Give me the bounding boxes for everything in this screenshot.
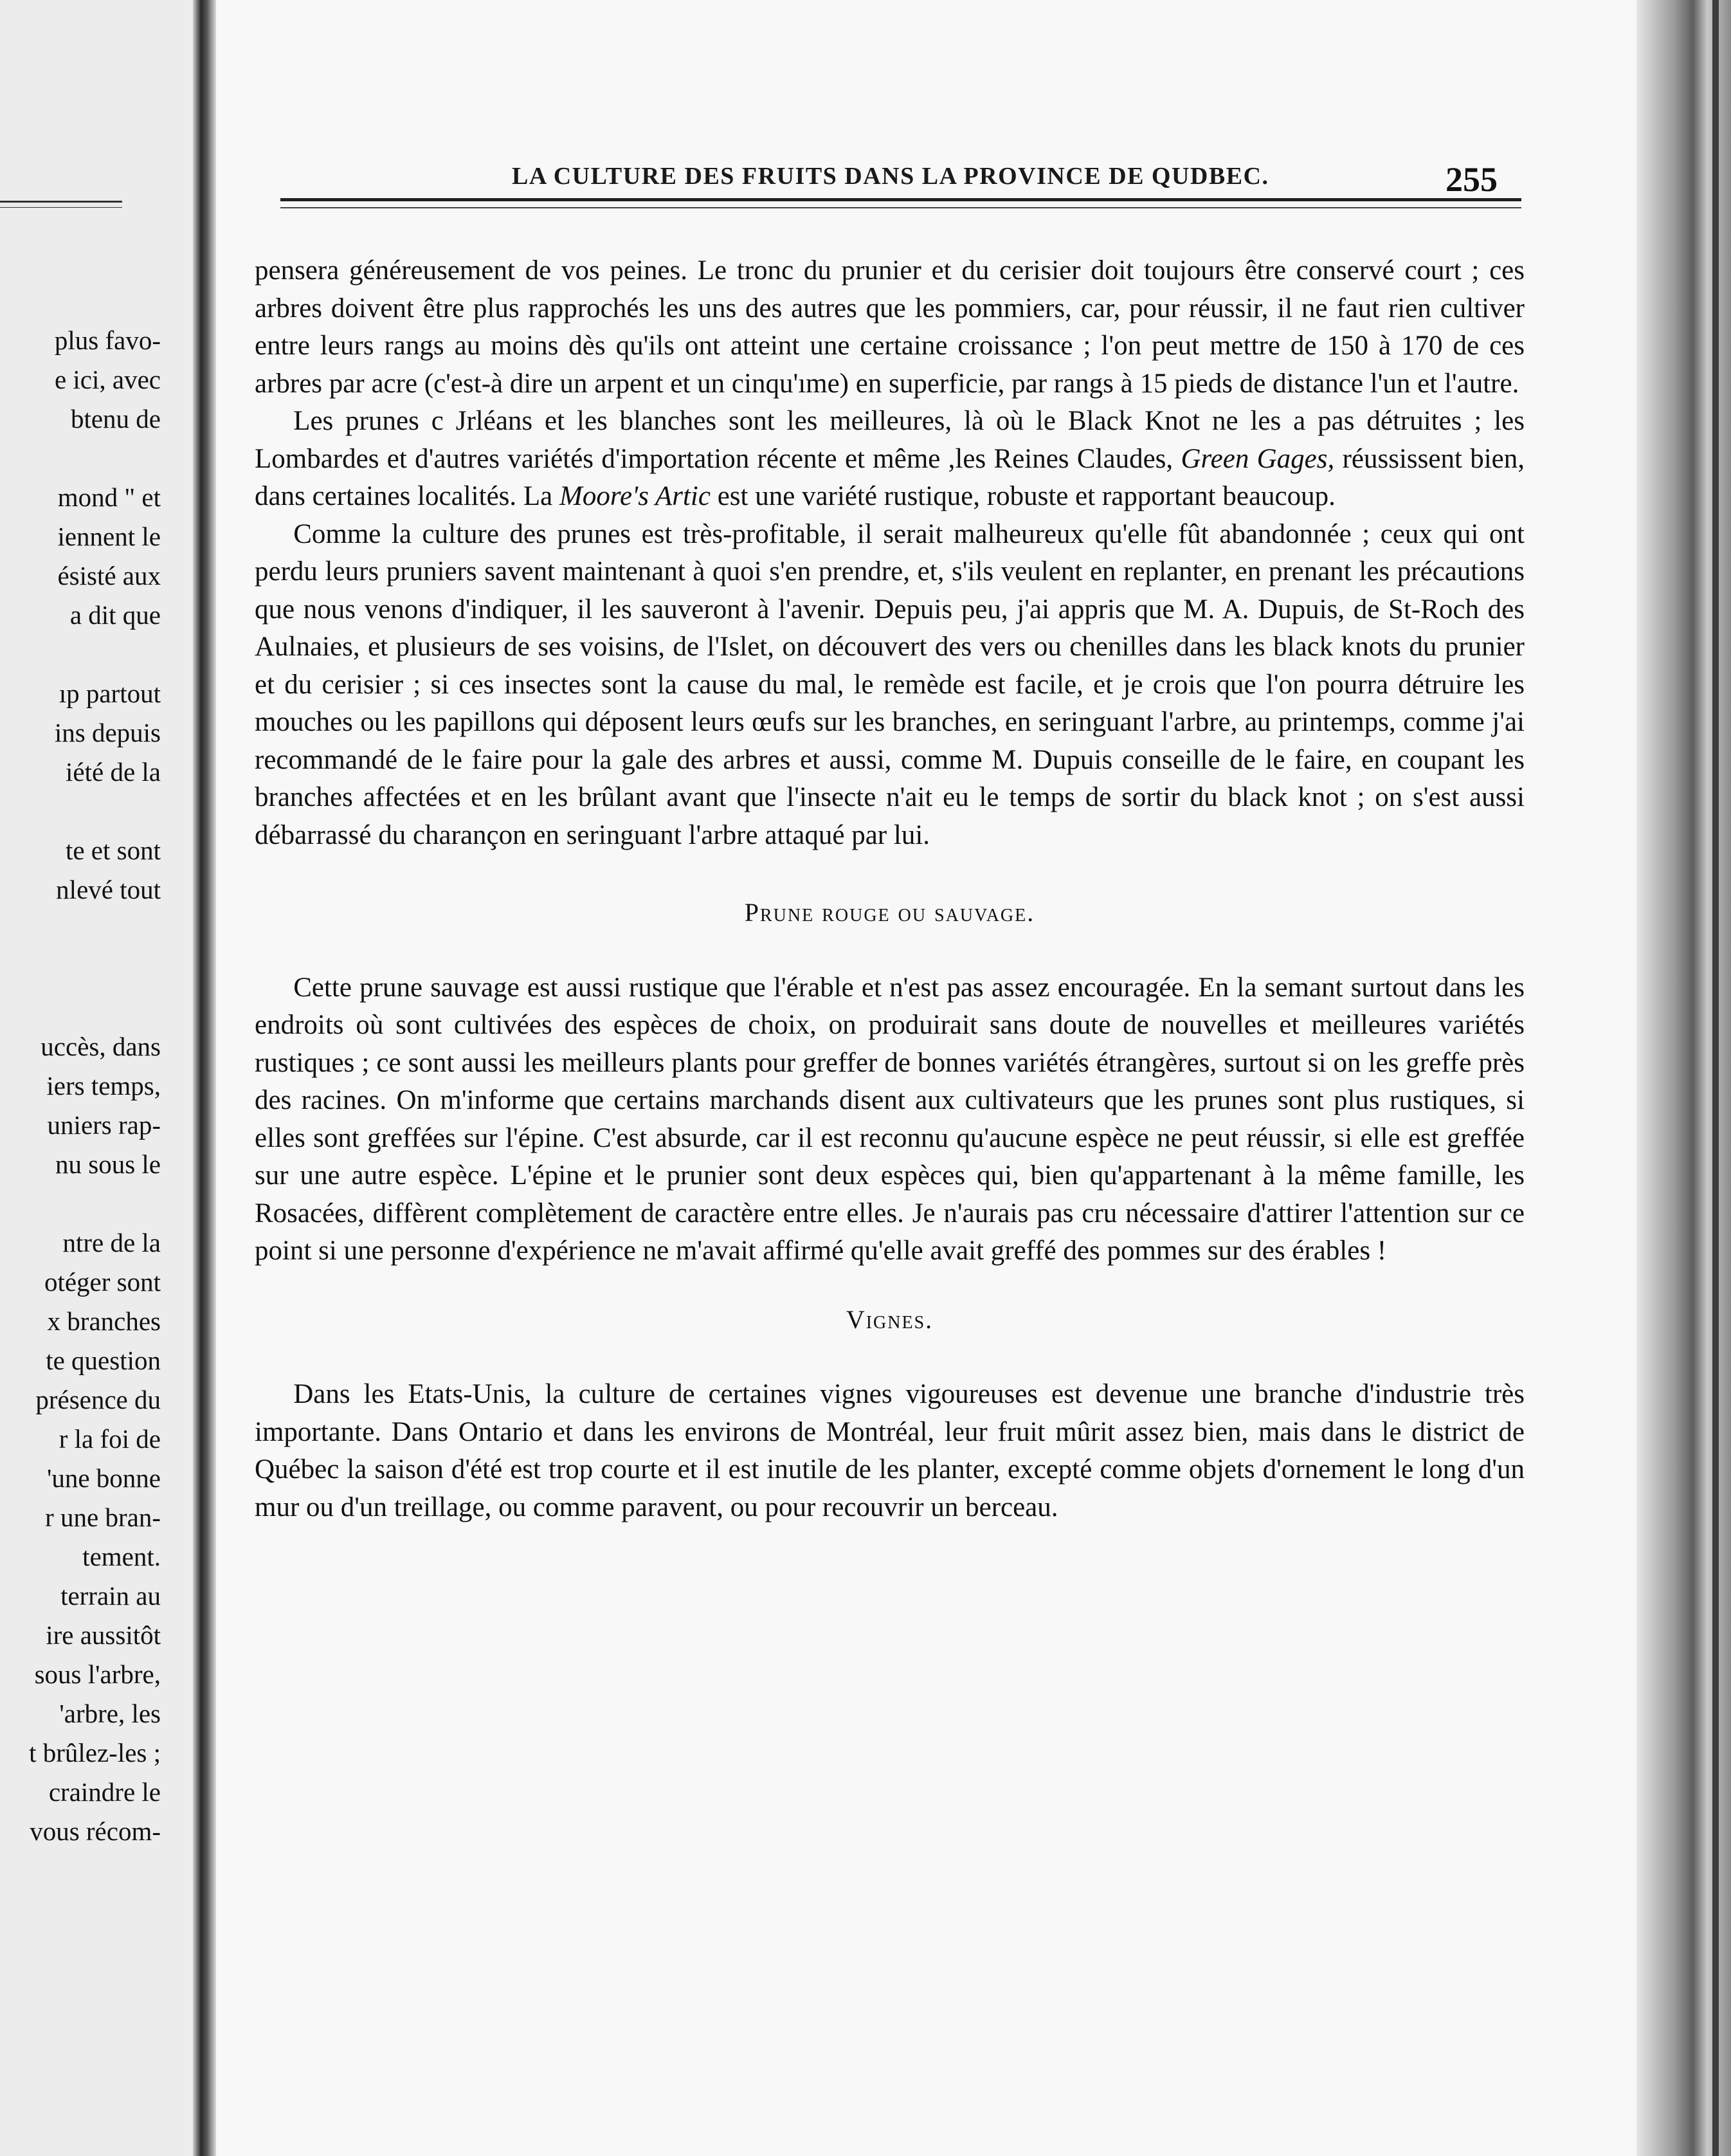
left-page-fragment: a dit que [69, 600, 161, 630]
left-page-fragment: présence du [35, 1385, 161, 1414]
left-page-fragment: te question [46, 1346, 161, 1375]
book-page [216, 0, 1636, 2156]
left-page-fragment: nlevé tout [56, 875, 161, 904]
left-page-fragment: tement. [82, 1542, 161, 1571]
section-heading-vignes: Vignes. [846, 1304, 934, 1334]
left-page-rule [0, 201, 122, 203]
left-page-fragment: x branches [47, 1306, 161, 1336]
left-page-fragment: 'une bonne [46, 1463, 161, 1493]
left-page-fragment: craindre le [48, 1777, 161, 1807]
paragraph-prune-sauvage: Cette prune sauvage est aussi rustique que l'érable et n'est pas assez encouragée. En la semant surtout dans les endroits où sont cultivées des espèces de choix, on produirait sans doute de nouvelles et meilleures variétés rustiques ; ce sont aussi les meilleurs plants pour greffer de bonnes variétés étrangères, surtout si on les greffe près des racines. On m'informe que certains marchands disent aux cultivateurs que les prunes sont plus rustiques, si elles sont greffées sur l'épine. C'est absurde, car il est reconnu qu'aucune espèce ne peut réussir, si elle est greffée sur une autre espèce. L'épine et le prunier sont deux espèces qui, bien qu'appartenant à la même famille, les Rosacées, diffèrent complètement de caractère entre elles. Je n'aurais pas cru nécessaire d'attirer l'attention sur ce point si une personne d'expérience ne m'avait affirmé qu'elle avait greffé des pommes sur des érables ! [255, 972, 1525, 1266]
left-page-fragment: e ici, avec [54, 365, 161, 394]
paragraph-vignes: Dans les Etats-Unis, la culture de certaines vignes vigoureuses est devenue une branche d'industrie très importante. Dans Ontario et dans les environs de Montréal, leur fruit mûrit assez bien, mais dans le district de Québec la saison d'été est trop courte et il est inutile de les planter, excepté comme objets d'ornement le long d'un mur ou d'un treillage, ou comme paravent, ou pour recouvrir un berceau. [255, 1379, 1525, 1522]
left-page-fragment: nu sous le [55, 1149, 161, 1179]
italic-variety-name: Moore's Artic [559, 481, 711, 511]
paragraph-text: Les prunes c Jrléans et les blanches sont les meilleures, là où le Black Knot ne les a pas détruites ; les Lombardes et d'autres variétés d'importation récente et même ,les Reines Claudes, [255, 406, 1525, 474]
left-page-fragment: ntre de la [62, 1228, 161, 1257]
paragraph-black-knot: Comme la culture des prunes est très-profitable, il serait malheureux qu'elle fût abandonnée ; ceux qui ont perdu leurs pruniers savent maintenant à quoi s'en prendre, et, s'ils veulent en replanter, en prenant les précautions que nous venons d'indiquer, il les sauveront à l'avenir. Depuis peu, j'ai appris que M. A. Dupuis, de St-Roch des Aulnaies, et plusieurs de ses voisins, de l'Islet, on découvert des vers ou chenilles dans les black knots du prunier et du cerisier ; si ces insectes sont la cause du mal, le remède est facile, et je crois que l'on pourra détruire les mouches ou les papillons qui déposent leurs œufs sur les branches, en seringuant l'arbre, au printemps, comme j'ai recommandé de le faire pour la gale des arbres et aussi, comme M. Dupuis conseille de le faire, en coupant les branches affectées et en les brûlant avant que l'insecte n'ait eu le temps de sortir du black knot ; on s'est aussi débarrassé du charançon en seringuant l'arbre attaqué par lui. [255, 518, 1525, 850]
left-page-fragment: te et sont [65, 836, 161, 865]
italic-variety-name: Green Gages, [1181, 443, 1335, 474]
left-page-fragment: iers temps, [46, 1071, 161, 1101]
left-page-fragment: 'arbre, les [59, 1699, 161, 1728]
left-page-fragment: iennent le [57, 522, 161, 551]
left-page-fragment: ıp partout [59, 679, 161, 708]
section-heading-prune-rouge: Prune rouge ou sauvage. [744, 898, 1035, 927]
left-page-rule-thin [0, 207, 122, 208]
page-edge-right [1636, 0, 1731, 2156]
left-page-fragment: iété de la [66, 757, 161, 787]
left-page-fragment: vous récom- [30, 1816, 161, 1846]
left-page-fragment: ésisté aux [57, 561, 161, 590]
left-page-fragment: r la foi de [59, 1424, 161, 1454]
paragraph-text: est une variété rustique, robuste et rapportant beaucoup. [717, 481, 1336, 511]
left-page-fragment: sous l'arbre, [34, 1659, 161, 1689]
left-page-fragment: terrain au [60, 1581, 161, 1611]
left-page-fragment: btenu de [70, 404, 161, 434]
running-title: LA CULTURE DES FRUITS DANS LA PROVINCE DE QUDBEC. [512, 163, 1269, 190]
page-number: 255 [1446, 160, 1498, 199]
book-gutter [193, 0, 216, 2156]
header-rule-thick [280, 198, 1521, 201]
paragraph-continued: pensera généreusement de vos peines. Le tronc du prunier et du cerisier doit toujours être conservé court ; ces arbres doivent être plus rapprochés les uns des autres que les pommiers, car, pour réussir, il ne faut rien cultiver entre leurs rangs au moins dès qu'ils ont atteint une certaine croissance ; l'on peut mettre de 150 à 170 de ces arbres par acre (c'est-à dire un arpent et un cinqu'ıme) en superficie, par rangs à 15 pieds de distance l'un et l'autre. [255, 255, 1525, 399]
left-page-fragment: mond " et [57, 482, 161, 512]
left-page-fragment: t brûlez-les ; [29, 1738, 161, 1768]
page-body [255, 252, 1525, 1526]
left-page-fragment: ire aussitôt [46, 1620, 161, 1650]
page-edge-strip [1712, 0, 1719, 2156]
left-page-fragment: ins depuis [54, 718, 161, 747]
left-page-fragment: otéger sont [44, 1267, 161, 1297]
paragraph-text: réussissent bien, dans certaines localités. La [255, 443, 1525, 511]
left-facing-page [0, 0, 204, 2156]
header-rule-thin [280, 207, 1521, 208]
paragraph-prunes-varieties [255, 403, 1525, 516]
left-page-fragment: plus favo- [54, 325, 161, 355]
left-page-fragment: uccès, dans [41, 1032, 161, 1061]
left-page-fragment: r une bran- [45, 1503, 161, 1532]
left-page-fragment: uniers rap- [47, 1110, 161, 1140]
